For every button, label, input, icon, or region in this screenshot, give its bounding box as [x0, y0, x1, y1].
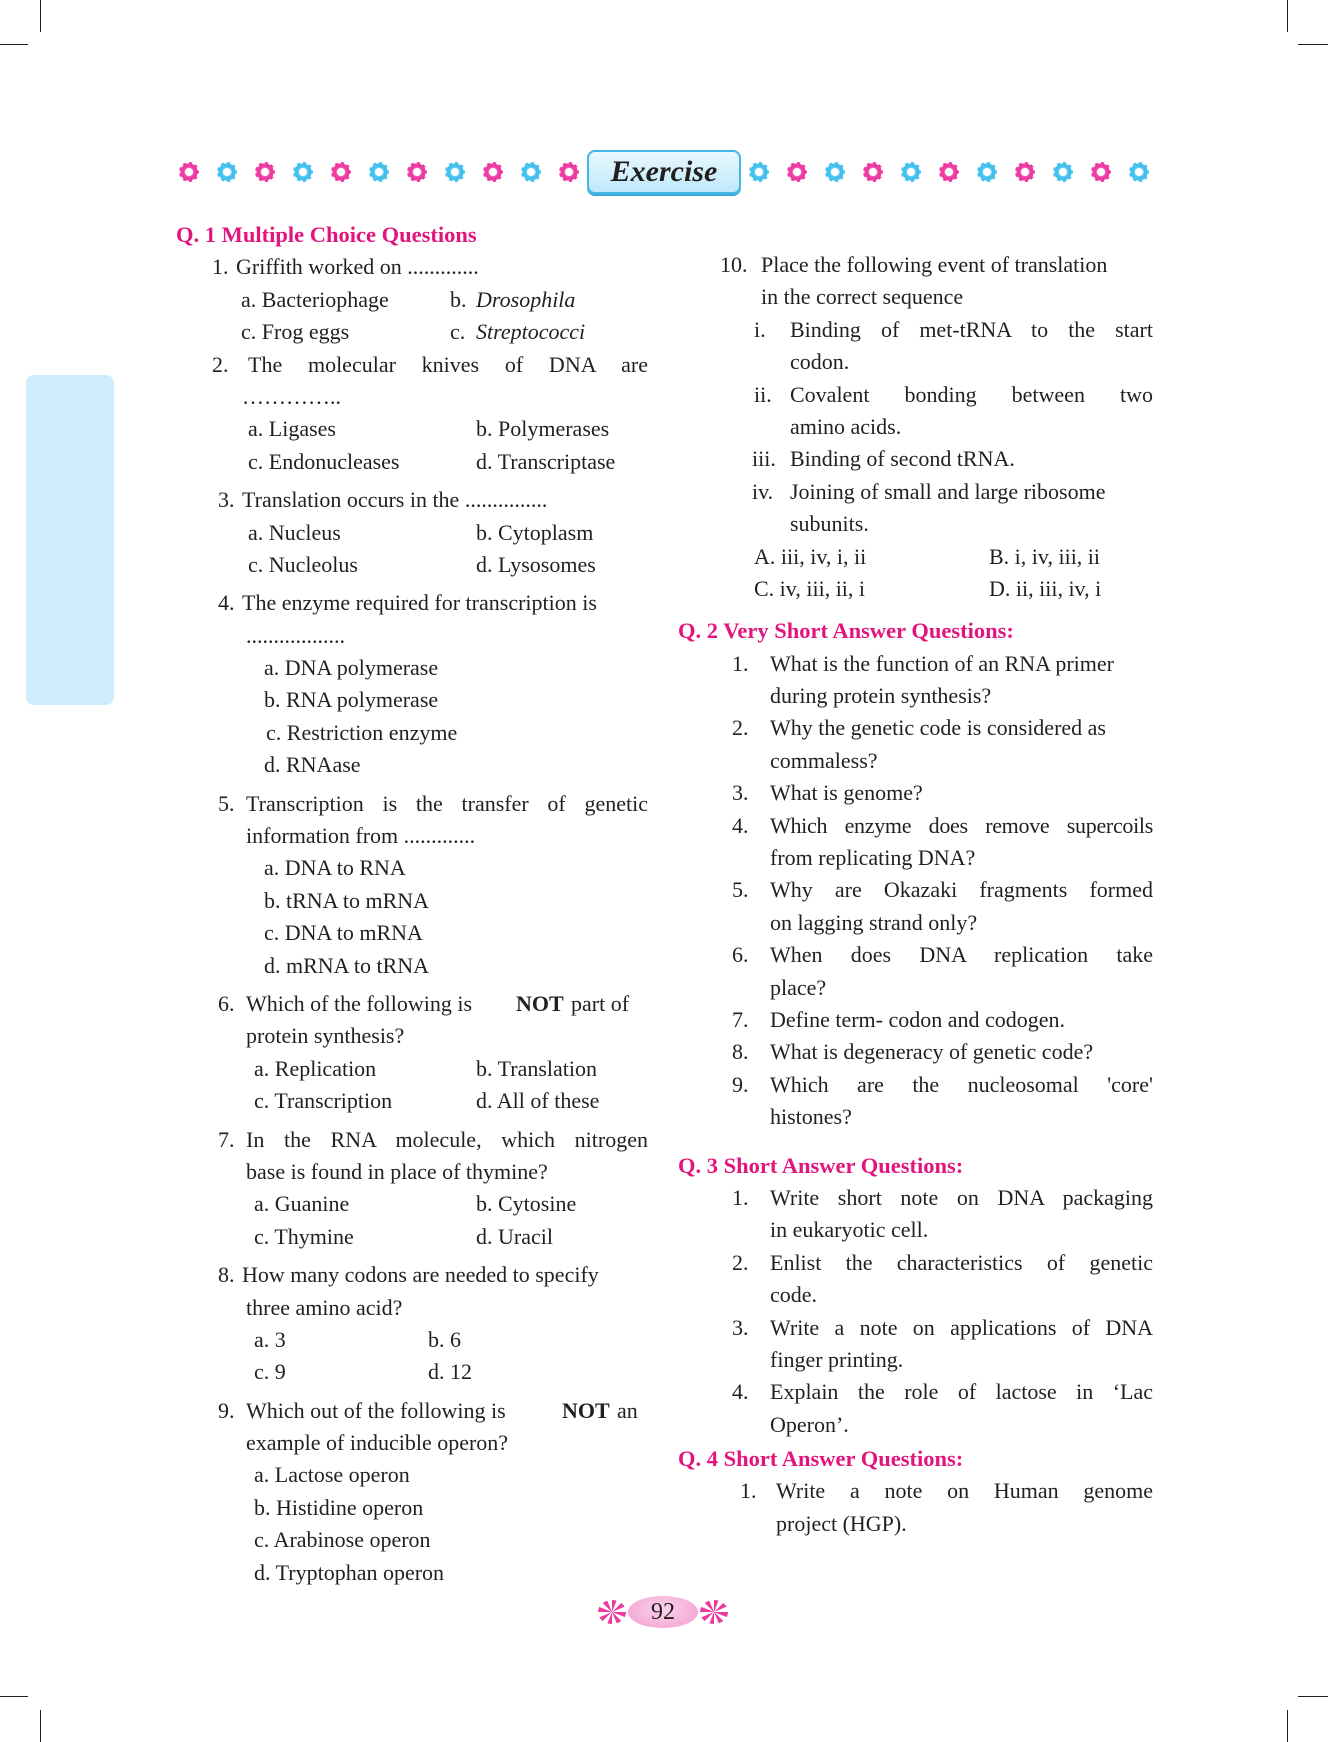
item-number: 3.: [732, 1314, 749, 1340]
question-text: part of: [571, 990, 630, 1016]
q3-heading: [678, 1150, 1153, 1182]
crop-mark: [0, 44, 28, 45]
option-text: c. Restriction enzyme: [266, 719, 458, 745]
sub-item: [678, 443, 1153, 475]
option-text: b. RNA polymerase: [264, 687, 439, 713]
question-text: an: [617, 1397, 638, 1423]
option-row: [176, 517, 650, 549]
q2-item-7: [678, 1004, 1153, 1036]
q1-item-3: [176, 484, 650, 516]
option-text: a. DNA polymerase: [264, 655, 439, 681]
option-row: [176, 316, 650, 348]
option: b. Translation: [476, 1055, 598, 1081]
question-text: Which enzyme does remove supercoils: [770, 812, 1153, 838]
flower-icon: [700, 1600, 728, 1624]
question-text: Griffith worked on .............: [236, 254, 479, 280]
sub-text: Joining of small and large ribosome: [790, 478, 1106, 504]
option: d. Lysosomes: [476, 551, 596, 577]
option-text: c. Arabinose operon: [254, 1527, 431, 1553]
q3-item-1: [678, 1182, 1153, 1214]
item-number: 10.: [720, 252, 748, 277]
option: d. 12: [428, 1359, 472, 1385]
option: b. Polymerases: [476, 416, 610, 442]
flower-icon: [854, 161, 890, 183]
sub-text: codon.: [790, 349, 850, 375]
option: b. Cytoplasm: [476, 519, 594, 545]
item-number: 9.: [218, 1397, 235, 1423]
question-text: commaless?: [770, 747, 878, 773]
option: [176, 885, 650, 917]
sub-item-cont: [678, 411, 1153, 443]
flower-icon: [170, 161, 206, 183]
q2-item-6: [678, 939, 1153, 971]
question-text-cont: [176, 381, 650, 413]
question-text-cont: [176, 620, 650, 652]
option-row: [176, 446, 650, 478]
question-text: base is found in place of thymine?: [246, 1158, 548, 1184]
flower-icon: [740, 161, 776, 183]
option: d. All of these: [476, 1088, 600, 1114]
question-text: from replicating DNA?: [770, 845, 976, 871]
option: [176, 652, 650, 684]
option: d. Transcriptase: [476, 448, 616, 474]
option-label: b.: [450, 286, 467, 312]
option: [176, 749, 650, 781]
flower-icon: [1120, 161, 1156, 183]
q3-item-3: [678, 1312, 1153, 1344]
question-text: The molecular knives of DNA are: [248, 351, 648, 377]
item-number: 9.: [732, 1071, 749, 1097]
option-row: [176, 284, 650, 316]
option: c. Endonucleases: [248, 448, 400, 474]
flower-border-right: [740, 161, 1156, 183]
banner-title: Exercise: [587, 150, 741, 194]
q2-item-3: [678, 777, 1153, 809]
sub-text: Covalent bonding between two: [790, 381, 1153, 407]
option-text: c. DNA to mRNA: [264, 920, 423, 946]
q2-heading-text: Q. 2 Very Short Answer Questions:: [678, 618, 1014, 644]
question-text: project (HGP).: [776, 1510, 907, 1536]
item-number: 1.: [212, 254, 229, 280]
question-text: Why the genetic code is considered as: [770, 715, 1106, 741]
question-text: How many codons are needed to specify: [242, 1262, 599, 1288]
question-text-cont: [678, 1409, 1153, 1441]
q3-item-4: [678, 1376, 1153, 1408]
question-text-cont: [678, 842, 1153, 874]
question-text: Define term- codon and codogen.: [770, 1006, 1066, 1032]
flower-icon: [598, 1600, 626, 1624]
q4-heading-text: Q. 4 Short Answer Questions:: [678, 1446, 964, 1472]
flower-icon: [512, 161, 548, 183]
flower-border-left: [170, 161, 586, 183]
item-number: 4.: [732, 812, 749, 838]
page-number: 92: [628, 1596, 698, 1628]
sub-number: i.: [754, 316, 766, 342]
sub-text: Binding of second tRNA.: [790, 446, 1015, 472]
crop-mark: [0, 1696, 28, 1697]
flower-icon: [322, 161, 358, 183]
item-number: 4.: [732, 1379, 749, 1405]
option-row: [176, 1188, 650, 1220]
option: c. Transcription: [254, 1088, 393, 1114]
q1-item-10: [678, 249, 1153, 281]
question-blank: …………..: [242, 383, 341, 409]
sub-item-cont: [678, 346, 1153, 378]
q4-item-1: [678, 1475, 1153, 1507]
option-text: d. RNAase: [264, 752, 361, 778]
option: D. ii, iii, iv, i: [989, 575, 1102, 601]
right-column: [678, 249, 1153, 1540]
question-text: What is the function of an RNA primer: [770, 650, 1114, 676]
item-number: 2.: [732, 1249, 749, 1275]
item-number: 5.: [218, 790, 235, 816]
question-blank: ..................: [246, 622, 345, 648]
sub-item: [678, 379, 1153, 411]
option: c. Frog eggs: [241, 319, 350, 345]
question-text: protein synthesis?: [246, 1023, 405, 1049]
sub-number: ii.: [754, 381, 772, 407]
item-number: 8.: [218, 1262, 235, 1288]
option-text: d. Tryptophan operon: [254, 1559, 445, 1585]
option: a. Guanine: [254, 1191, 350, 1217]
q2-item-1: [678, 648, 1153, 680]
crop-mark: [1287, 0, 1288, 32]
question-text-cont: [678, 680, 1153, 712]
flower-icon: [816, 161, 852, 183]
item-number: 2.: [212, 351, 229, 377]
option-row: [176, 1085, 650, 1117]
item-number: 7.: [732, 1006, 749, 1032]
option-row: [176, 1221, 650, 1253]
option-row: [176, 1324, 650, 1356]
option: a. 3: [254, 1326, 286, 1352]
question-text: Which of the following is: [246, 990, 473, 1016]
question-emphasis: NOT: [516, 990, 564, 1016]
flower-icon: [360, 161, 396, 183]
left-column: [176, 219, 650, 1589]
question-text: Write a note on Human genome: [776, 1478, 1153, 1504]
option: [176, 852, 650, 884]
item-number: 6.: [218, 990, 235, 1016]
q1-item-5: [176, 788, 650, 820]
q4-heading: [678, 1443, 1153, 1475]
question-text-cont: [678, 281, 1153, 313]
question-text-cont: [176, 1020, 650, 1052]
option: [176, 917, 650, 949]
option: c. Thymine: [254, 1223, 354, 1249]
question-text: histones?: [770, 1104, 852, 1130]
item-number: 3.: [732, 780, 749, 806]
flower-icon: [930, 161, 966, 183]
q2-item-8: [678, 1036, 1153, 1068]
question-text-cont: [678, 1101, 1153, 1133]
question-text-cont: [176, 1427, 650, 1459]
option-row: [678, 573, 1153, 605]
option: [176, 1557, 650, 1589]
question-text: Enlist the characteristics of genetic: [770, 1249, 1153, 1275]
flower-icon: [284, 161, 320, 183]
sub-text: Binding of met-tRNA to the start: [790, 316, 1153, 342]
option-row: [678, 541, 1153, 573]
option-label: c.: [450, 319, 466, 345]
option: [176, 684, 650, 716]
option-text: b. tRNA to mRNA: [264, 887, 430, 913]
sub-item: [678, 314, 1153, 346]
option: a. Replication: [254, 1055, 377, 1081]
option: b. 6: [428, 1326, 461, 1352]
item-number: 1.: [732, 1184, 749, 1210]
option: A. iii, iv, i, ii: [754, 543, 867, 569]
q3-heading-text: Q. 3 Short Answer Questions:: [678, 1152, 964, 1178]
question-text: Place the following event of translation: [761, 252, 1108, 277]
q1-item-6: [176, 988, 650, 1020]
question-text: Translation occurs in the ...............: [242, 487, 548, 513]
option: c. 9: [254, 1359, 286, 1385]
q2-item-4: [678, 810, 1153, 842]
question-text-cont: [678, 1508, 1153, 1540]
question-text: finger printing.: [770, 1346, 904, 1372]
q2-item-2: [678, 712, 1153, 744]
flower-icon: [778, 161, 814, 183]
question-text-cont: [678, 1214, 1153, 1246]
q2-item-5: [678, 874, 1153, 906]
item-number: 6.: [732, 942, 749, 968]
item-number: 2.: [732, 715, 749, 741]
question-text: What is genome?: [770, 780, 923, 806]
item-number: 3.: [218, 487, 235, 513]
flower-icon: [1082, 161, 1118, 183]
option-text: d. mRNA to tRNA: [264, 952, 430, 978]
flower-icon: [436, 161, 472, 183]
question-text-cont: [678, 907, 1153, 939]
sub-item-cont: [678, 508, 1153, 540]
question-emphasis: NOT: [562, 1397, 610, 1423]
item-number: 8.: [732, 1039, 749, 1065]
flower-icon: [968, 161, 1004, 183]
question-text: The enzyme required for transcription is: [242, 590, 597, 616]
q1-item-9: [176, 1395, 650, 1427]
sub-text: subunits.: [790, 511, 869, 537]
flower-icon: [398, 161, 434, 183]
q1-heading: Q. 1 Multiple Choice Questions: [176, 222, 477, 247]
question-text: Operon’.: [770, 1411, 849, 1437]
question-text: Which out of the following is: [246, 1397, 506, 1423]
q1-item-7: [176, 1124, 650, 1156]
q1-item-2: [176, 349, 650, 381]
sub-text: amino acids.: [790, 413, 902, 439]
q2-item-9: [678, 1069, 1153, 1101]
question-text: place?: [770, 974, 827, 1000]
option: [176, 1492, 650, 1524]
q2-heading: [678, 615, 1153, 647]
q1-item-1: [176, 251, 650, 283]
option-text: a. Lactose operon: [254, 1462, 410, 1488]
flower-icon: [1006, 161, 1042, 183]
option-row: [176, 1053, 650, 1085]
item-number: 1.: [732, 650, 749, 676]
option: B. i, iv, iii, ii: [989, 543, 1101, 569]
option: [176, 950, 650, 982]
question-text-cont: [678, 745, 1153, 777]
q3-item-2: [678, 1247, 1153, 1279]
question-text-cont: [678, 972, 1153, 1004]
option: [176, 717, 650, 749]
question-text-cont: [678, 1279, 1153, 1311]
option: C. iv, iii, ii, i: [754, 575, 866, 601]
question-text: example of inducible operon?: [246, 1430, 509, 1456]
question-text: Write a note on applications of DNA: [770, 1314, 1153, 1340]
option-text: b. Histidine operon: [254, 1494, 424, 1520]
question-text: Why are Okazaki fragments formed: [770, 877, 1153, 903]
question-text: code.: [770, 1282, 818, 1308]
item-number: 1.: [740, 1478, 757, 1504]
flower-icon: [246, 161, 282, 183]
question-text: on lagging strand only?: [770, 909, 978, 935]
exercise-banner: [170, 148, 1155, 196]
flower-icon: [892, 161, 928, 183]
sub-item: [678, 476, 1153, 508]
sub-number: iv.: [752, 478, 774, 504]
question-text: information from .............: [246, 823, 476, 849]
crop-mark: [1287, 1710, 1288, 1742]
option: a. Nucleus: [248, 519, 341, 545]
flower-icon: [1044, 161, 1080, 183]
item-number: 7.: [218, 1126, 235, 1152]
q1-item-4: [176, 587, 650, 619]
option-row: [176, 413, 650, 445]
question-text: In the RNA molecule, which nitrogen: [246, 1126, 648, 1152]
flower-icon: [474, 161, 510, 183]
option: d. Uracil: [476, 1223, 553, 1249]
question-text: When does DNA replication take: [770, 942, 1153, 968]
option-row: [176, 549, 650, 581]
option-italic: Streptococci: [476, 319, 586, 345]
question-text: in the correct sequence: [761, 284, 964, 310]
question-text-cont: [176, 820, 650, 852]
option: [176, 1524, 650, 1556]
flower-icon: [550, 161, 586, 183]
option: a. Ligases: [248, 416, 336, 442]
question-text: Transcription is the transfer of genetic: [246, 790, 648, 816]
flower-icon: [208, 161, 244, 183]
crop-mark: [40, 0, 41, 32]
item-number: 5.: [732, 877, 749, 903]
crop-mark: [40, 1710, 41, 1742]
question-text: What is degeneracy of genetic code?: [770, 1039, 1094, 1065]
question-text: in eukaryotic cell.: [770, 1217, 929, 1243]
crop-mark: [1298, 1696, 1328, 1697]
option-row: [176, 1356, 650, 1388]
question-text-cont: [176, 1292, 650, 1324]
sub-number: iii.: [752, 446, 776, 472]
option: b. Cytosine: [476, 1191, 577, 1217]
question-text: Explain the role of lactose in ‘Lac: [770, 1379, 1153, 1405]
option: [176, 1459, 650, 1491]
question-text-cont: [176, 1156, 650, 1188]
page-number-badge: [598, 1594, 728, 1630]
option-italic: Drosophila: [476, 286, 576, 312]
crop-mark: [1298, 44, 1328, 45]
item-number: 4.: [218, 590, 235, 616]
side-tab: [26, 375, 114, 705]
option-text: a. DNA to RNA: [264, 855, 406, 881]
option: c. Nucleolus: [248, 551, 358, 577]
question-text: three amino acid?: [246, 1294, 403, 1320]
q1-item-8: [176, 1259, 650, 1291]
question-text: Write short note on DNA packaging: [770, 1184, 1153, 1210]
option: a. Bacteriophage: [241, 286, 389, 312]
question-text: during protein synthesis?: [770, 683, 992, 709]
question-text: Which are the nucleosomal 'core': [770, 1071, 1153, 1097]
question-text-cont: [678, 1344, 1153, 1376]
